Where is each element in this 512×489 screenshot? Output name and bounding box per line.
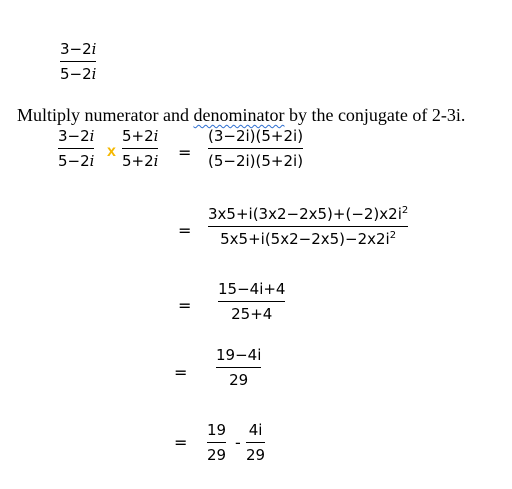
times-sign: x [107,143,116,160]
instruction-part1: Multiply numerator and [17,105,194,125]
step1-right-fraction: (3−2i)(5+2i) (5−2i)(5+2i) [208,127,304,170]
step1-equals: = [178,143,192,162]
step5-equals: = [174,433,188,452]
problem-fraction [60,40,96,83]
step3-fraction: 15−4i+4 25+4 [218,280,286,323]
instruction-text [17,105,465,126]
step2-equals: = [178,221,192,240]
step5-left-fraction: 19 29 [207,421,227,464]
instruction-part2: by the conjugate of 2-3i. [284,105,466,125]
instruction-underlined-word: denominator [193,105,285,125]
step1-conjugate-fraction: 5+2i 5+2i [122,127,159,170]
step5-right-fraction: 4i 29 [246,421,266,464]
step4-equals: = [174,363,188,382]
fraction-bar [60,61,96,62]
step3-equals: = [178,296,192,315]
problem-numerator: 3−2i [60,40,97,58]
step2-fraction: $3x5+i(3x2-2x5)+(-2)x2i^2$ $5x5+i(5x2-2x5)-2x2i^2$ [208,205,409,248]
step4-fraction: 19−4i 29 [216,346,262,389]
problem-denominator: 5−2i [60,65,97,83]
step1-left-fraction: 3−2i 5−2i [58,127,95,170]
step5-minus: - [235,433,241,452]
